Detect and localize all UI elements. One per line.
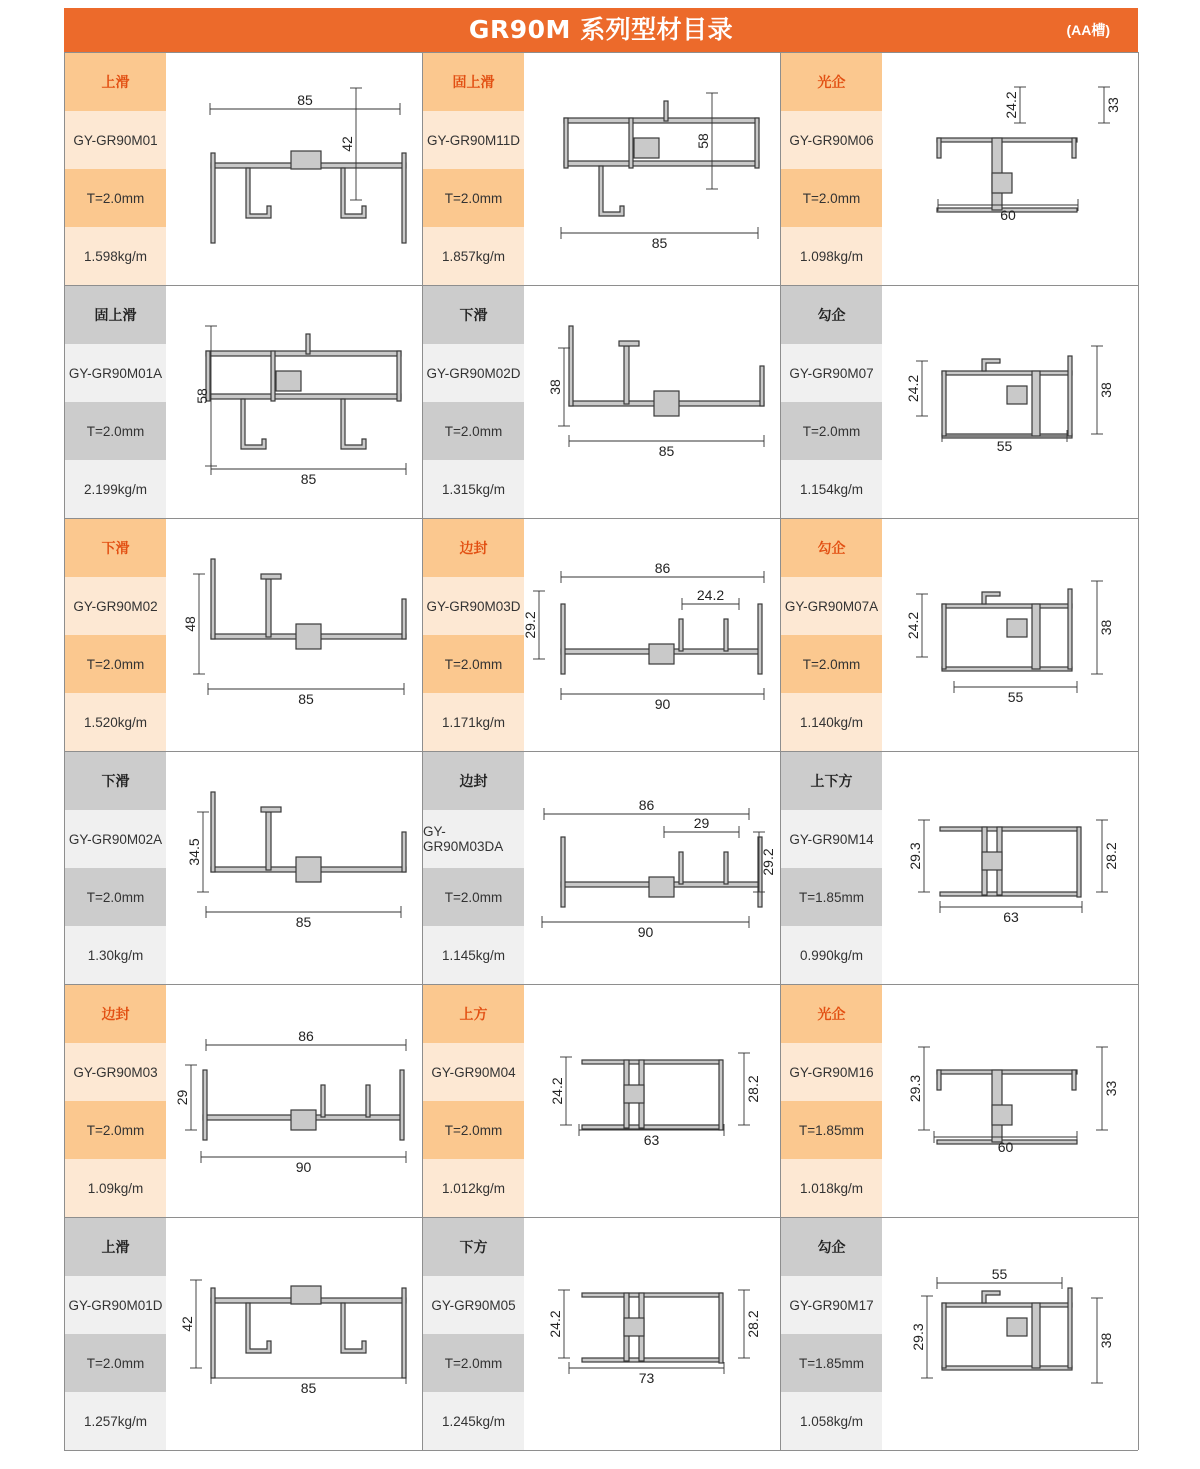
- profile-diagram: [166, 1218, 422, 1450]
- dimension-line: [561, 688, 764, 712]
- profile-diagram: [166, 286, 422, 518]
- profile-diagram: [882, 985, 1138, 1217]
- dimension-line: [682, 587, 739, 610]
- profile-weight: 1.145kg/m: [423, 926, 524, 984]
- profile-weight: 1.245kg/m: [423, 1392, 524, 1450]
- profile-drawing: [882, 286, 1138, 518]
- dimension-line: [179, 1280, 202, 1368]
- dimension-line: [186, 812, 209, 892]
- profile-card: [65, 52, 423, 285]
- profile-drawing: [524, 286, 780, 518]
- dimension-line: [664, 815, 739, 838]
- dimension-line: [547, 348, 570, 426]
- profile-weight: 1.012kg/m: [423, 1159, 524, 1217]
- profile-cross-section: [206, 334, 401, 449]
- dimension-label: 55: [991, 1266, 1008, 1282]
- dimension-label: 85: [300, 471, 317, 487]
- profile-diagram: [166, 519, 422, 751]
- dimension-line: [1091, 346, 1114, 434]
- dimension-label: 86: [638, 797, 655, 813]
- profile-diagram: [166, 985, 422, 1217]
- profile-weight: 1.598kg/m: [65, 227, 166, 285]
- profile-card: [781, 52, 1139, 285]
- profile-diagram: [524, 286, 780, 518]
- profile-info: [65, 286, 166, 518]
- profile-thickness: T=2.0mm: [65, 868, 166, 926]
- dimension-label: 90: [637, 924, 654, 940]
- profile-name: 上方: [423, 985, 524, 1043]
- profile-cross-section: [582, 1293, 723, 1363]
- profile-cross-section: [211, 151, 406, 243]
- profile-name: 勾企: [781, 519, 882, 577]
- profile-name: 下方: [423, 1218, 524, 1276]
- profile-code: GY-GR90M11D: [423, 111, 524, 169]
- profile-diagram: [166, 752, 422, 984]
- profile-card: [423, 751, 781, 984]
- profile-weight: 1.018kg/m: [781, 1159, 882, 1217]
- profile-code: GY-GR90M01: [65, 111, 166, 169]
- profile-weight: 0.990kg/m: [781, 926, 882, 984]
- profile-cross-section: [940, 827, 1081, 897]
- profile-info: [423, 752, 524, 984]
- profile-card: [781, 285, 1139, 518]
- dimension-label: 33: [1105, 97, 1121, 113]
- dimension-label: 29: [174, 1089, 190, 1106]
- profile-drawing: [524, 752, 780, 984]
- profile-code: GY-GR90M16: [781, 1043, 882, 1101]
- profile-thickness: T=2.0mm: [423, 1101, 524, 1159]
- profile-thickness: T=2.0mm: [65, 1101, 166, 1159]
- dimension-label: 58: [695, 133, 711, 149]
- profile-diagram: [524, 519, 780, 751]
- profile-drawing: [882, 519, 1138, 751]
- profile-drawing: [524, 1218, 780, 1450]
- dimension-line: [1098, 87, 1121, 123]
- profile-diagram: [882, 519, 1138, 751]
- dimension-line: [211, 1372, 406, 1396]
- dimension-label: 85: [295, 914, 312, 930]
- profile-weight: 1.154kg/m: [781, 460, 882, 518]
- groove-badge: (AA槽): [1066, 22, 1110, 38]
- profile-drawing: [166, 519, 422, 751]
- profile-card: [423, 285, 781, 518]
- dimension-label: 60: [1000, 207, 1016, 223]
- profile-cross-section: [564, 101, 759, 216]
- profile-drawing: [166, 1218, 422, 1450]
- profile-thickness: T=2.0mm: [65, 1334, 166, 1392]
- dimension-label: 29.3: [907, 1074, 923, 1103]
- dimension-line: [738, 1290, 761, 1358]
- dimension-label: 55: [1007, 689, 1024, 705]
- profile-info: [65, 519, 166, 751]
- profile-diagram: [882, 286, 1138, 518]
- dimension-label: 28.2: [1103, 842, 1119, 870]
- profile-cross-section: [203, 1070, 404, 1140]
- profile-name: 下滑: [423, 286, 524, 344]
- profile-drawing: [524, 53, 780, 285]
- dimension-label: 85: [298, 691, 314, 707]
- profile-drawing: [166, 752, 422, 984]
- profile-thickness: T=2.0mm: [65, 635, 166, 693]
- profile-thickness: T=2.0mm: [423, 1334, 524, 1392]
- dimension-line: [569, 435, 764, 459]
- dimension-label: 85: [658, 443, 675, 459]
- profile-thickness: T=2.0mm: [781, 402, 882, 460]
- profile-info: [65, 752, 166, 984]
- profile-thickness: T=1.85mm: [781, 1334, 882, 1392]
- profile-grid: [64, 52, 1138, 1451]
- profile-weight: 1.058kg/m: [781, 1392, 882, 1450]
- profile-card: [65, 518, 423, 751]
- dimension-line: [569, 1362, 724, 1386]
- dimension-label: 34.5: [186, 838, 202, 866]
- profile-code: GY-GR90M02A: [65, 810, 166, 868]
- profile-diagram: [524, 752, 780, 984]
- profile-cross-section: [942, 1288, 1072, 1370]
- dimension-label: 24.2: [547, 1310, 563, 1338]
- profile-code: GY-GR90M07A: [781, 577, 882, 635]
- dimension-label: 90: [654, 696, 671, 712]
- profile-card: [65, 285, 423, 518]
- dimension-line: [940, 901, 1082, 925]
- dimension-line: [206, 1028, 406, 1051]
- profile-cross-section: [561, 837, 762, 907]
- profile-info: [423, 286, 524, 518]
- profile-card: [65, 1217, 423, 1450]
- profile-code: GY-GR90M17: [781, 1276, 882, 1334]
- dimension-line: [907, 820, 930, 892]
- profile-code: GY-GR90M03: [65, 1043, 166, 1101]
- profile-cross-section: [937, 138, 1077, 212]
- profile-weight: 1.09kg/m: [65, 1159, 166, 1217]
- dimension-line: [182, 574, 205, 674]
- profile-info: [423, 53, 524, 285]
- profile-card: [781, 984, 1139, 1217]
- profile-cross-section: [582, 1060, 723, 1130]
- profile-card: [65, 984, 423, 1217]
- dimension-line: [206, 906, 401, 930]
- dimension-label: 63: [1003, 909, 1019, 925]
- profile-code: GY-GR90M03DA: [423, 810, 524, 868]
- dimension-label: 58: [194, 388, 210, 404]
- dimension-line: [907, 1047, 930, 1130]
- dimension-label: 24.2: [1003, 91, 1019, 119]
- dimension-line: [910, 1296, 933, 1378]
- catalog-header: [64, 8, 1138, 52]
- dimension-line: [210, 92, 400, 115]
- profile-diagram: [882, 752, 1138, 984]
- profile-drawing: [166, 53, 422, 285]
- dimension-line: [201, 1151, 406, 1175]
- profile-name: 边封: [423, 752, 524, 810]
- dimension-line: [561, 560, 764, 583]
- profile-info: [781, 286, 882, 518]
- profile-info: [423, 985, 524, 1217]
- profile-name: 下滑: [65, 519, 166, 577]
- dimension-label: 33: [1103, 1080, 1119, 1097]
- profile-drawing: [882, 985, 1138, 1217]
- profile-thickness: T=2.0mm: [423, 402, 524, 460]
- profile-name: 上滑: [65, 1218, 166, 1276]
- dimension-label: 38: [1098, 382, 1114, 398]
- profile-info: [781, 1218, 882, 1450]
- dimension-line: [211, 463, 406, 487]
- profile-drawing: [524, 519, 780, 751]
- profile-name: 上滑: [65, 53, 166, 111]
- profile-info: [423, 519, 524, 751]
- profile-cross-section: [211, 792, 406, 882]
- dimension-line: [1096, 1047, 1119, 1130]
- profile-code: GY-GR90M03D: [423, 577, 524, 635]
- profile-card: [781, 518, 1139, 751]
- dimension-label: 29: [693, 815, 710, 831]
- dimension-label: 86: [654, 560, 671, 576]
- profile-card: [781, 1217, 1139, 1450]
- profile-weight: 1.098kg/m: [781, 227, 882, 285]
- dimension-line: [542, 916, 749, 940]
- dimension-label: 38: [547, 379, 563, 395]
- profile-code: GY-GR90M14: [781, 810, 882, 868]
- profile-name: 固上滑: [65, 286, 166, 344]
- dimension-label: 55: [996, 438, 1013, 454]
- dimension-label: 28.2: [745, 1310, 761, 1338]
- profile-name: 光企: [781, 53, 882, 111]
- profile-thickness: T=1.85mm: [781, 1101, 882, 1159]
- dimension-line: [954, 681, 1077, 705]
- dimension-line: [561, 227, 758, 251]
- profile-cross-section: [211, 559, 406, 649]
- profile-thickness: T=2.0mm: [423, 635, 524, 693]
- dimension-label: 28.2: [745, 1075, 761, 1103]
- profile-card: [65, 751, 423, 984]
- profile-card: [423, 1217, 781, 1450]
- profile-name: 光企: [781, 985, 882, 1043]
- dimension-label: 48: [182, 616, 198, 632]
- profile-thickness: T=2.0mm: [65, 169, 166, 227]
- dimension-label: 24.2: [696, 587, 725, 603]
- profile-weight: 1.520kg/m: [65, 693, 166, 751]
- dimension-label: 24.2: [905, 611, 921, 640]
- dimension-line: [549, 1057, 572, 1125]
- profile-thickness: T=2.0mm: [781, 635, 882, 693]
- profile-cross-section: [937, 1070, 1077, 1144]
- profile-weight: 1.30kg/m: [65, 926, 166, 984]
- dimension-label: 29.2: [760, 848, 776, 876]
- dimension-label: 42: [179, 1316, 195, 1332]
- dimension-label: 42: [339, 136, 355, 152]
- dimension-line: [1003, 87, 1026, 123]
- dimension-line: [905, 361, 928, 416]
- profile-card: [423, 52, 781, 285]
- dimension-line: [937, 1266, 1062, 1289]
- profile-info: [781, 752, 882, 984]
- dimension-line: [544, 797, 749, 820]
- profile-info: [65, 1218, 166, 1450]
- profile-info: [423, 1218, 524, 1450]
- profile-diagram: [524, 53, 780, 285]
- profile-weight: 1.857kg/m: [423, 227, 524, 285]
- catalog-sheet: [64, 8, 1138, 1451]
- profile-code: GY-GR90M06: [781, 111, 882, 169]
- dimension-line: [174, 1065, 197, 1130]
- profile-code: GY-GR90M04: [423, 1043, 524, 1101]
- profile-drawing: [166, 286, 422, 518]
- profile-code: GY-GR90M02D: [423, 344, 524, 402]
- profile-name: 勾企: [781, 286, 882, 344]
- dimension-label: 38: [1098, 1332, 1114, 1349]
- profile-info: [781, 519, 882, 751]
- dimension-line: [738, 1053, 761, 1125]
- profile-drawing: [882, 53, 1138, 285]
- dimension-label: 85: [651, 235, 668, 251]
- profile-info: [781, 53, 882, 285]
- profile-thickness: T=1.85mm: [781, 868, 882, 926]
- dimension-line: [695, 93, 718, 189]
- profile-name: 固上滑: [423, 53, 524, 111]
- dimension-label: 29.2: [522, 611, 538, 639]
- dimension-label: 24.2: [549, 1077, 565, 1105]
- profile-card: [423, 518, 781, 751]
- profile-cross-section: [561, 604, 762, 674]
- catalog-title: GR90M 系列型材目录: [468, 15, 734, 44]
- dimension-line: [1091, 581, 1114, 674]
- dimension-line: [547, 1290, 570, 1358]
- dimension-label: 29.3: [910, 1323, 926, 1351]
- dimension-label: 85: [300, 1380, 317, 1396]
- profile-diagram: [166, 53, 422, 285]
- profile-weight: 1.140kg/m: [781, 693, 882, 751]
- profile-diagram: [524, 985, 780, 1217]
- profile-diagram: [524, 1218, 780, 1450]
- profile-diagram: [882, 53, 1138, 285]
- dimension-line: [1091, 1298, 1114, 1383]
- dimension-label: 63: [643, 1132, 660, 1148]
- profile-cross-section: [942, 589, 1072, 671]
- profile-name: 勾企: [781, 1218, 882, 1276]
- profile-drawing: [524, 985, 780, 1217]
- profile-info: [65, 985, 166, 1217]
- profile-weight: 1.315kg/m: [423, 460, 524, 518]
- profile-weight: 1.257kg/m: [65, 1392, 166, 1450]
- profile-drawing: [882, 752, 1138, 984]
- profile-drawing: [166, 985, 422, 1217]
- dimension-label: 24.2: [905, 374, 921, 403]
- dimension-label: 38: [1098, 619, 1114, 636]
- dimension-line: [1096, 820, 1119, 892]
- dimension-label: 73: [638, 1370, 655, 1386]
- profile-cross-section: [211, 1286, 406, 1378]
- profile-thickness: T=2.0mm: [423, 169, 524, 227]
- dimension-label: 29.3: [907, 842, 923, 870]
- profile-code: GY-GR90M02: [65, 577, 166, 635]
- dimension-label: 90: [295, 1159, 312, 1175]
- profile-card: [781, 751, 1139, 984]
- dimension-line: [522, 591, 545, 659]
- profile-code: GY-GR90M05: [423, 1276, 524, 1334]
- profile-cross-section: [942, 356, 1072, 438]
- profile-code: GY-GR90M01D: [65, 1276, 166, 1334]
- profile-name: 边封: [65, 985, 166, 1043]
- dimension-label: 60: [997, 1139, 1014, 1155]
- profile-thickness: T=2.0mm: [65, 402, 166, 460]
- profile-thickness: T=2.0mm: [423, 868, 524, 926]
- profile-code: GY-GR90M01A: [65, 344, 166, 402]
- profile-card: [423, 984, 781, 1217]
- profile-thickness: T=2.0mm: [781, 169, 882, 227]
- profile-drawing: [882, 1218, 1138, 1450]
- dimension-label: 85: [297, 92, 313, 108]
- dimension-label: 86: [298, 1028, 314, 1044]
- profile-diagram: [882, 1218, 1138, 1450]
- dimension-line: [905, 594, 928, 657]
- profile-weight: 2.199kg/m: [65, 460, 166, 518]
- profile-info: [65, 53, 166, 285]
- profile-name: 下滑: [65, 752, 166, 810]
- profile-weight: 1.171kg/m: [423, 693, 524, 751]
- profile-info: [781, 985, 882, 1217]
- profile-name: 边封: [423, 519, 524, 577]
- profile-code: GY-GR90M07: [781, 344, 882, 402]
- profile-cross-section: [569, 326, 764, 416]
- profile-name: 上下方: [781, 752, 882, 810]
- dimension-line: [208, 683, 404, 707]
